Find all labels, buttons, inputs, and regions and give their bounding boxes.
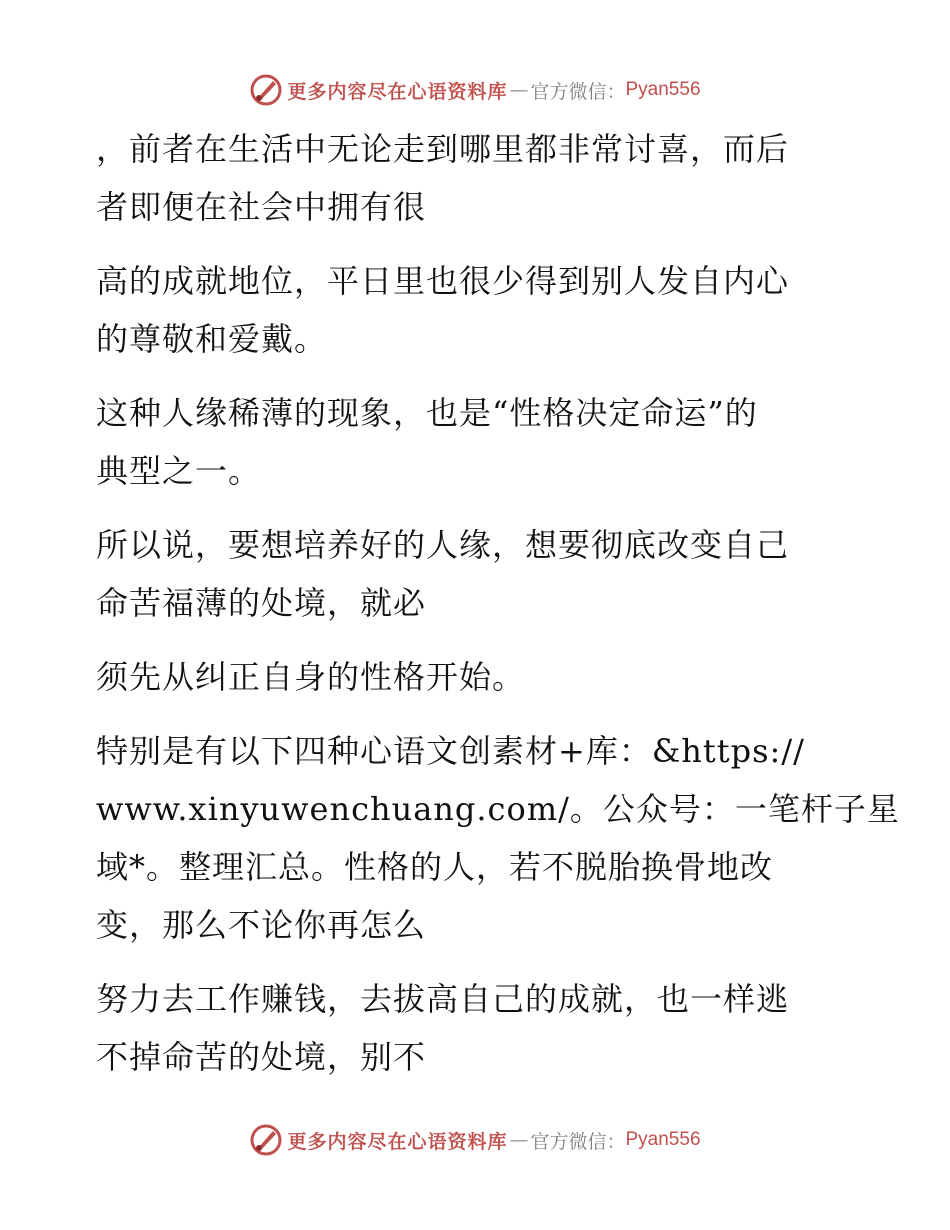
text-line: 特别是有以下四种心语文创素材+库：&https:// xyxy=(96,732,805,770)
text-line: www.xinyuwenchuang.com/。公众号：一笔杆子星 xyxy=(96,790,900,828)
footer-title: 更多内容尽在心语资料库 xyxy=(287,1130,508,1153)
footer-separator: — xyxy=(509,1129,529,1151)
quill-seal-icon xyxy=(249,73,283,107)
paragraph-4 xyxy=(96,516,836,632)
header-separator: — xyxy=(509,79,529,101)
text-line: 典型之一。 xyxy=(96,452,262,490)
text-line: 域*。整理汇总。性格的人，若不脱胎换骨地改 xyxy=(96,848,774,886)
text-line: 努力去工作赚钱，去拔高自己的成就，也一样逃 xyxy=(96,980,790,1018)
text-line: 的尊敬和爱戴。 xyxy=(96,320,328,358)
text-line: 命苦福薄的处境，就必 xyxy=(96,584,427,622)
text-line: 者即便在社会中拥有很 xyxy=(96,188,427,226)
paragraph-6 xyxy=(96,722,900,954)
paragraph-7 xyxy=(96,970,836,1086)
text-line: ，前者在生活中无论走到哪里都非常讨喜，而后 xyxy=(96,130,790,168)
header-banner xyxy=(0,70,950,110)
paragraph-5 xyxy=(96,648,836,706)
header-title: 更多内容尽在心语资料库 xyxy=(287,80,508,103)
text-line: 高的成就地位，平日里也很少得到别人发自内心 xyxy=(96,262,790,300)
document-body xyxy=(96,120,900,1102)
text-line: 须先从纠正自身的性格开始。 xyxy=(96,658,526,696)
header-wechat-id: Pyan556 xyxy=(625,79,701,100)
footer-wechat-id: Pyan556 xyxy=(625,1129,701,1150)
text-line: 所以说，要想培养好的人缘，想要彻底改变自己 xyxy=(96,526,790,564)
footer-banner xyxy=(0,1120,950,1160)
text-line: 不掉命苦的处境，别不 xyxy=(96,1038,427,1076)
paragraph-1 xyxy=(96,120,836,236)
quill-seal-icon xyxy=(249,1123,283,1157)
paragraph-2 xyxy=(96,252,836,368)
text-line: 变，那么不论你再怎么 xyxy=(96,906,427,944)
footer-wechat-label: 官方微信： xyxy=(530,1130,626,1153)
text-line: 这种人缘稀薄的现象，也是“性格决定命运”的 xyxy=(96,394,758,432)
paragraph-3 xyxy=(96,384,836,500)
header-wechat-label: 官方微信： xyxy=(530,80,626,103)
